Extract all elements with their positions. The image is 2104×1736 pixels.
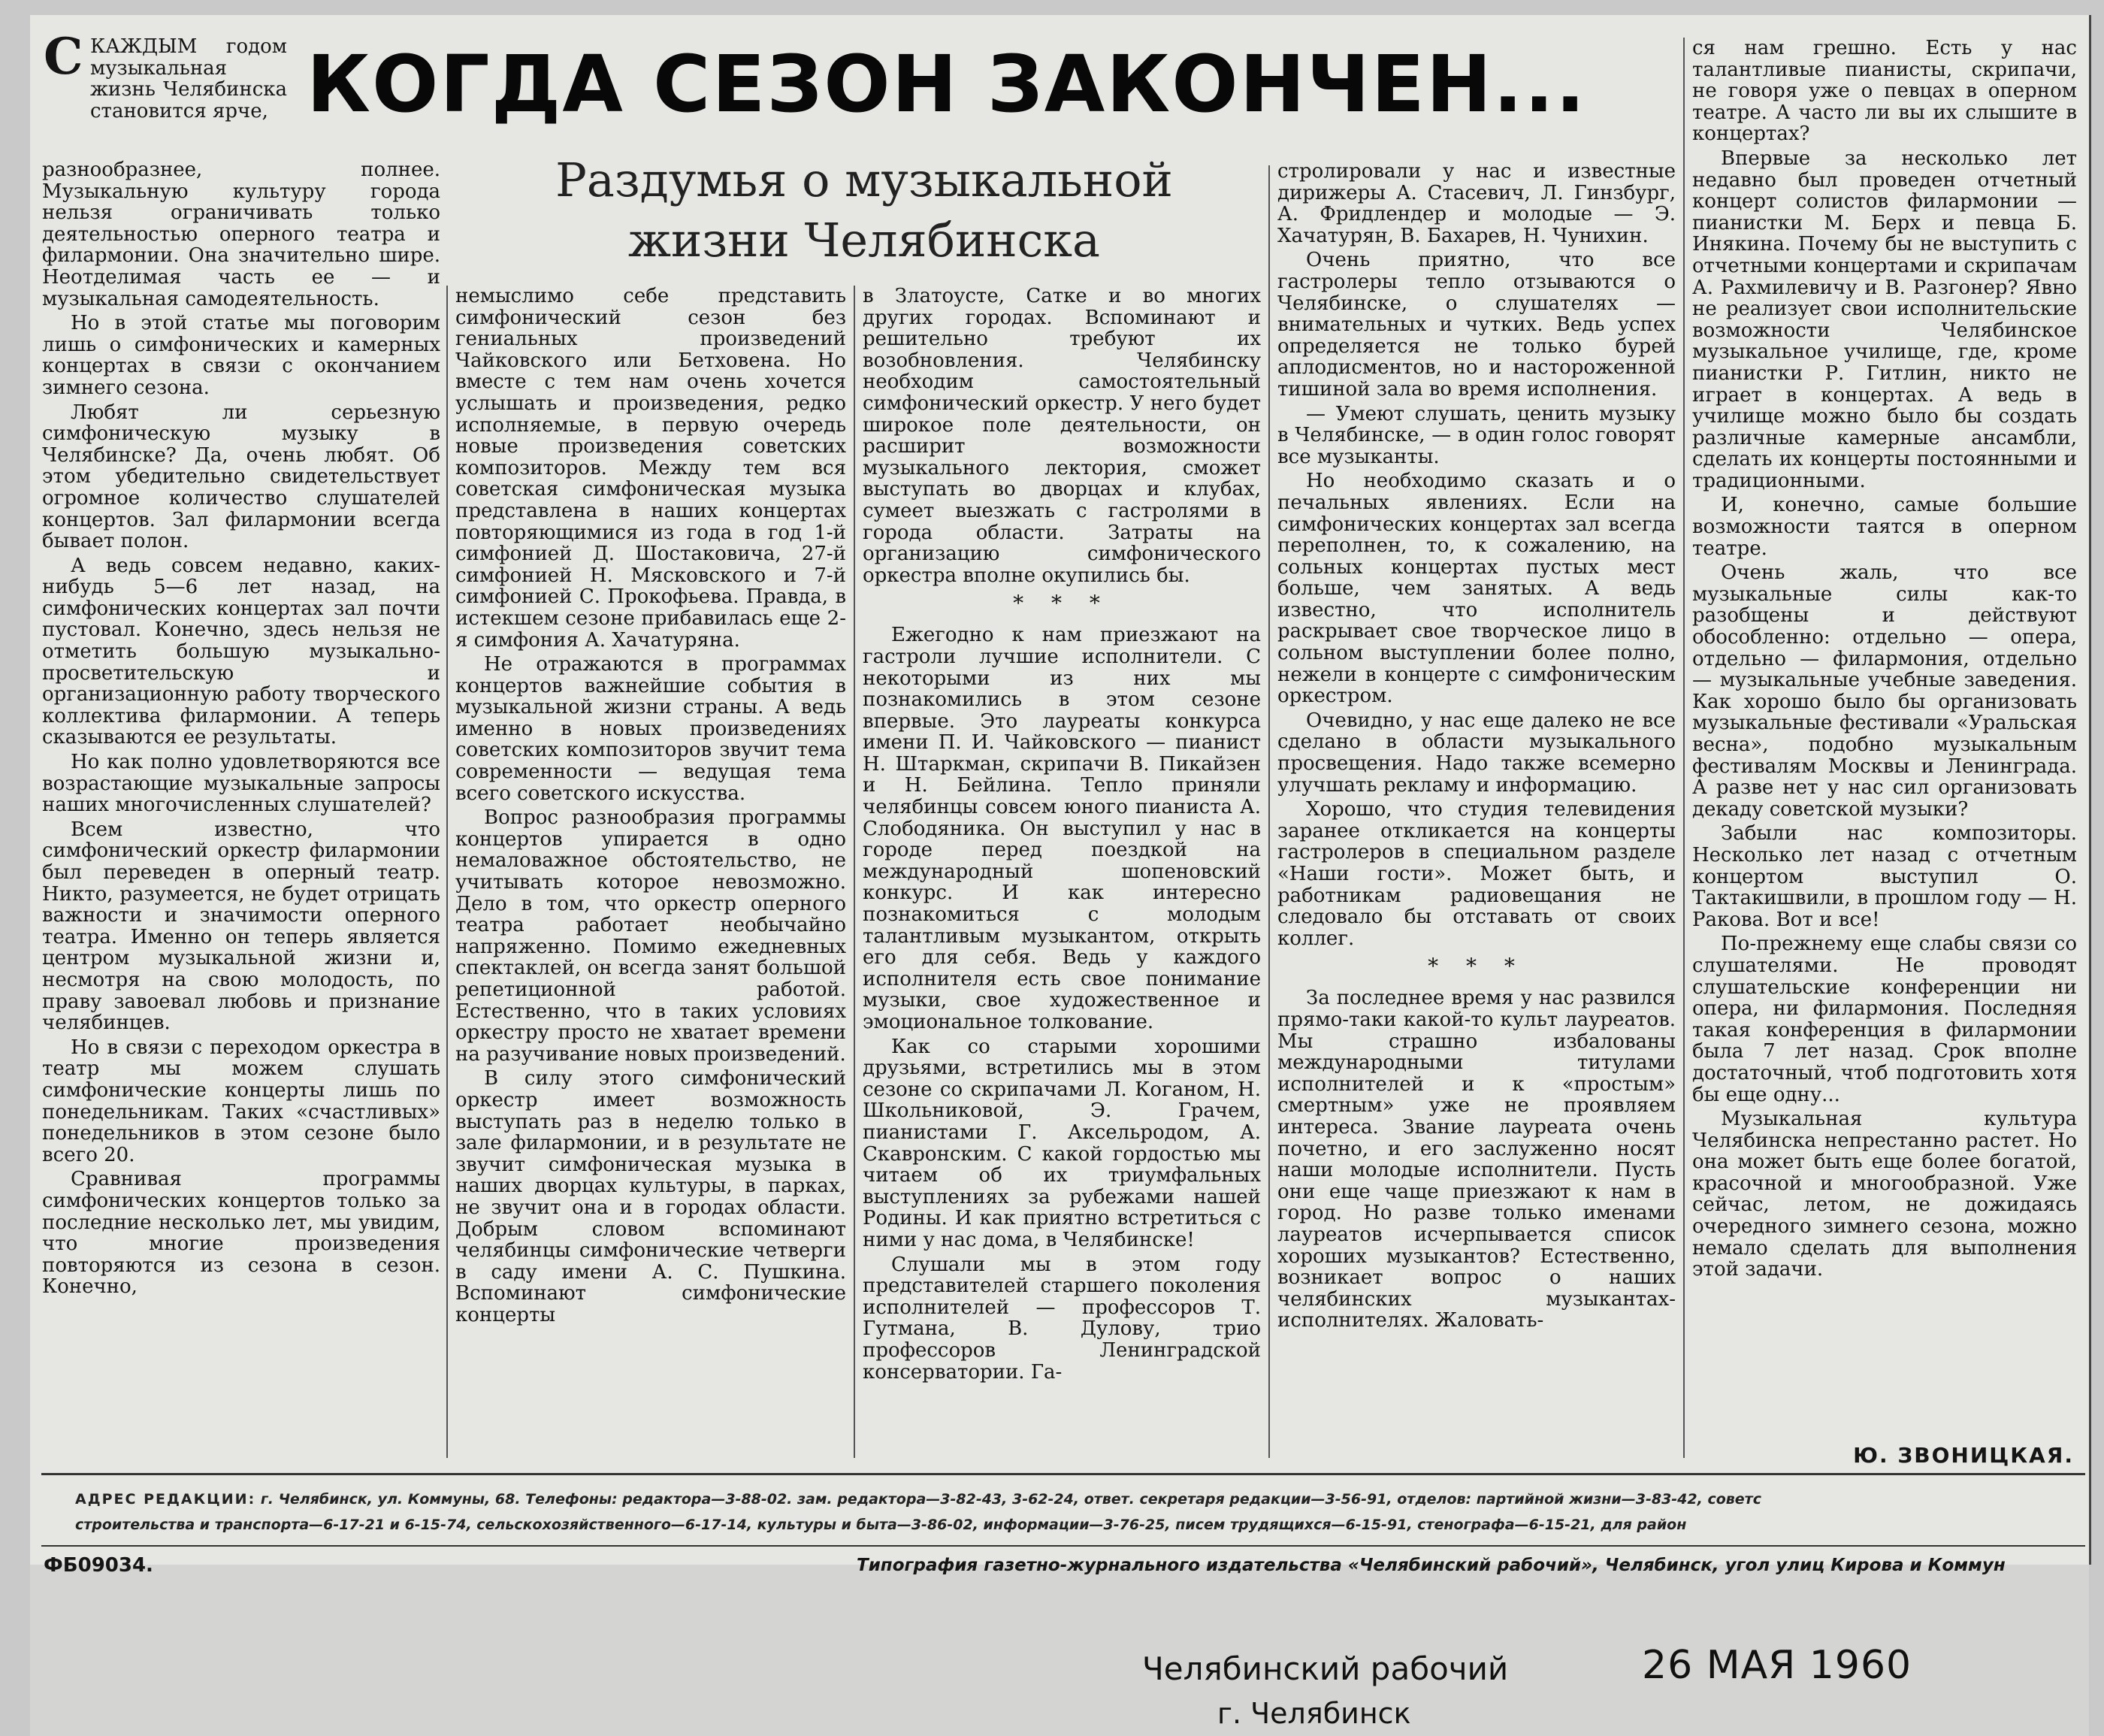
col4-paragraph-5: Хорошо, что студия телевидения заранее откликается на концерты гастролеров в специальном разделе «Наши гости». Может быть, и работникам радиовещания не следовало бы отставать от своих коллег. (1277, 798, 1676, 950)
address-line-2: строительства и транспорта—6-17-21 и 6-15-74, сельскохозяйственного—6-17-14, культуры и быта—3-86-02, информации—3-76-25, писем трудящихся—6-15-91, стенографа—6-15-21, для район (75, 1517, 1687, 1533)
col1-paragraph-7: Сравнивая программы симфонических концертов только за последние несколько лет, мы увидим, что многие произведения повторяются из сезона в сезон. Конечно, (42, 1168, 440, 1299)
column-rule (1268, 165, 1270, 1458)
address-label: АДРЕС РЕДАКЦИИ: (75, 1491, 256, 1508)
col2-paragraph-0: немыслимо себе представить симфонический сезон без гениальных произведений Чайковского или Бетховена. Но вместе с тем нам очень хочется услышать и произведения, редко исполняемые, в первую очередь новые произведения советских композиторов. Между тем вся советская симфоническая музыка представлена в наших концертах повторяющимися из года в год 1-й симфонией Д. Шостаковича, 27-й симфонией Н. Мясковского и 7-й симфонией С. Прокофьева. Правда, в истекшем сезоне прибавилась еще 2-я симфония А. Хачатуряна. (455, 286, 846, 652)
stamp-newspaper-name: Челябинский рабочий (1142, 1650, 1509, 1687)
col4-paragraph-1: Очень приятно, что все гастролеры тепло отзываются о Челябинске, о слушателях — внимательных и чутких. Ведь успех определяется не только бурей аплодисментов, но и настороженной тишиной зала во время исполнения. (1277, 249, 1676, 401)
col2-paragraph-1: Не отражаются в программах концертов важнейшие события в музыкальной жизни страны. А ведь именно в новых произведениях советских композиторов звучит тема современности — ведущая тема всего советского искусства. (455, 653, 846, 805)
col4-paragraph-3: Но необходимо сказать и о печальных явлениях. Если на симфонических концертах зал всегда переполнен, то, к сожалению, на сольных концертах пустых мест больше, чем занятых. А ведь известно, что исполнитель раскрывает свое творческое лицо в сольном выступлении более полно, нежели в концерте с симфоническим оркестром. (1277, 470, 1676, 708)
col1-intro-text: КАЖДЫМ годом музыкальная жизнь Челябинска становится ярче, (90, 36, 287, 122)
col3-paragraph-0: в Златоусте, Сатке и во многих других городах. Вспоминают и решительно требуют их возобновления. Челябинску необходим самостоятельный симфонический оркестр. У него будет широкое поле деятельности, он расширит возможности музыкального лектория, сможет выступать во дворцах и клубах, сумеет выезжать с гастролями в города области. Затраты на организацию симфонического оркестра вполне окупились бы. (863, 286, 1261, 587)
address-line-1 (75, 1486, 2089, 1512)
col1-paragraph-6: Но в связи с переходом оркестра в театр мы можем слушать симфонические концерты лишь по понедельникам. Таких «счастливых» понедельников в этом сезоне было всего 20. (42, 1036, 440, 1166)
divider (41, 1545, 2085, 1547)
address-text-1: г. Челябинск, ул. Коммуны, 68. Телефоны: редактора—3-88-02. зам. редактора—3-82-43, 3-62-24, ответ. секретаря редакции—3-56-91, отделов: партийной жизни—3-83-42, советс (260, 1491, 1761, 1508)
article-author: Ю. ЗВОНИЦКАЯ. (1853, 1443, 2074, 1468)
col1-paragraph-3: А ведь совсем недавно, каких-нибудь 5—6 лет назад, на симфонических концертах зал почти пустовал. Конечно, здесь нельзя не отметить большую музыкально-просветительскую и организационную работу творческого коллектива филармонии. А теперь сказываются ее результаты. (42, 554, 440, 749)
article-subtitle (488, 150, 1240, 271)
column-1 (42, 159, 440, 1467)
col1-paragraph-5: Всем известно, что симфонический оркестр филармонии был переведен в оперный театр. Никто, разумеется, не будет отрицать важности и значимости оперного театра. Именно он теперь является центром музыкальной жизни и, несмотря на свою молодость, по праву завоевал любовь и признание челябинцев. (42, 818, 440, 1035)
col3-paragraph-2: Как со старыми хорошими друзьями, встретились мы в этом сезоне со скрипачами Л. Коганом, Н. Школьниковой, Э. Грачем, пианистами Г. Аксельродом, А. Скавронским. С какой гордостью мы читаем об их триумфальных выступлениях за рубежами нашей Родины. И как приятно встретиться с ними у нас дома, в Челябинске! (863, 1035, 1261, 1251)
col5-paragraph-4: Забыли нас композиторы. Несколько лет назад с отчетным концертом выступил О. Тактакишвили, в прошлом году — Н. Ракова. Вот и все! (1692, 822, 2077, 931)
section-divider: * * * (1013, 591, 1111, 616)
col5-paragraph-0: ся нам грешно. Есть у нас талантливые пианисты, скрипачи, не говоря уже о певцах в оперном театре. А часто ли вы их слышите в концертах? (1692, 38, 2077, 146)
stamp-city: г. Челябинск (1217, 1697, 1411, 1730)
col4-paragraph-2: — Умеют слушать, ценить музыку в Челябинске, — в один голос говорят все музыканты. (1277, 402, 1676, 468)
column-4 (1277, 161, 1676, 1467)
col1-paragraph-1: Но в этой статье мы поговорим лишь о симфонических и камерных концертах в связи с окончанием зимнего сезона. (42, 312, 440, 399)
col3-paragraph-3: Слушали мы в этом году представителей старшего поколения исполнителей — профессоров Т. Гутмана, В. Дулову, трио профессоров Ленинградской консерватории. Га- (863, 1253, 1261, 1384)
divider (41, 1473, 2085, 1475)
drop-cap: С (44, 27, 83, 86)
col2-paragraph-3: В силу этого симфонический оркестр имеет возможность выступать раз в неделю только в зале филармонии, и в результате не звучит симфоническая музыка в наших дворцах культуры, в парках, не звучит она и в городах области. Добрым словом вспоминают челябинцы симфонические четверги в саду имени А. С. Пушкина. Вспоминают симфонические концерты (455, 1067, 846, 1326)
subtitle-line-1: Раздумья о музыкальной (555, 153, 1173, 207)
column-rule (1683, 38, 1685, 1458)
column-1-intro (90, 36, 287, 165)
col5-paragraph-2: И, конечно, самые большие возможности таятся в оперном театре. (1692, 494, 2077, 560)
section-divider: * * * (1428, 954, 1525, 979)
column-3 (863, 286, 1261, 1467)
col2-paragraph-2: Вопрос разнообразия программы концертов упирается в одно немаловажное обстоятельство, не учитывать которое невозможно. Дело в том, что оркестр оперного театра работает необычайно напряженно. Помимо ежедневных спектаклей, он всегда занят большой репетиционной работой. Естественно, что в таких условиях оркестру просто не хватает времени на разучивание новых произведений. (455, 806, 846, 1066)
col5-paragraph-3: Очень жаль, что все музыкальные силы как-то разобщены и действуют обособленно: отдельно — опера, отдельно — филармония, отдельно — музыкальные учебные заведения. Как хорошо было бы организовать музыкальные фестивали «Уральская весна», подобно музыкальным фестивалям Москвы и Ленинграда. А разве нет у нас сил организовать декаду советской музыки? (1692, 561, 2077, 821)
column-5 (1692, 38, 2077, 1437)
column-2 (455, 286, 846, 1467)
col5-paragraph-5: По-прежнему еще слабы связи со слушателями. Не проводят слушательские конференции ни опера, ни филармония. Последняя такая конференция в филармонии была 7 лет назад. Срок вполне достаточный, чтоб подготовить хотя бы еще одну... (1692, 933, 2077, 1106)
subtitle-line-2: жизни Челябинска (627, 213, 1101, 268)
column-rule (854, 286, 855, 1458)
col5-paragraph-1: Впервые за несколько лет недавно был проведен отчетный концерт солистов филармонии — пианистки М. Берх и певца Б. Инякина. Почему бы не выступить с отчетными концертами и скрипачам А. Рахмилевичу и В. Разгонер? Явно не реализует свои исполнительские возможности Челябинское музыкальное училище, где, кроме пианистки Р. Гитлин, никто не играет в концертах. А ведь в училище можно было бы создать различные камерные ансамбли, сделать их концерты постоянными и традиционными. (1692, 147, 2077, 492)
col4-paragraph-0: стролировали у нас и известные дирижеры А. Стасевич, Л. Гинзбург, А. Фридлендер и молодые — Э. Хачатурян, В. Бахарев, Н. Чунихин. (1277, 161, 1676, 247)
article-headline: КОГДА СЕЗОН ЗАКОНЧЕН... (307, 38, 1587, 130)
col4-paragraph-6: За последнее время у нас развился прямо-таки какой-то культ лауреатов. Мы страшно избалованы международными титулами исполнителей и к «простым» смертным» уже не проявляем интереса. Звание лауреата очень почетно, и его заслуженно носят наши молодые исполнители. Пусть они еще чаще приезжают к нам в город. Но разве только именами лауреатов исчерпывается список хороших музыкантов? Естественно, возникает вопрос о наших челябинских музыкантах-исполнителях. Жаловать- (1277, 987, 1676, 1332)
stamp-date: 26 МАЯ 1960 (1642, 1643, 1912, 1688)
col5-paragraph-6: Музыкальная культура Челябинска непрестанно растет. Но она может быть еще более богатой, красочной и многообразной. Уже сейчас, летом, не дожидаясь очередного зимнего сезона, можно немало сделать для выполнения этой задачи. (1692, 1108, 2077, 1281)
col1-paragraph-2: Любят ли серьезную симфоническую музыку в Челябинске? Да, очень любят. Об этом убедительно свидетельствует огромное количество слушателей концертов. Зал филармонии всегда бывает полон. (42, 401, 440, 553)
column-rule (446, 286, 448, 1458)
col3-paragraph-1: Ежегодно к нам приезжают на гастроли лучшие исполнители. С некоторыми из них мы познакомились в этом сезоне впервые. Это лауреаты конкурса имени П. И. Чайковского — пианист Н. Штаркман, скрипачи В. Пикайзен и Н. Бейлина. Тепло приняли челябинцы совсем юного пианиста А. Слободяника. Он выступил у нас в городе перед поездкой на международный шопеновский конкурс. И как интересно познакомиться с молодым талантливым музыкантом, открыть его для себя. Ведь у каждого исполнителя есть свое понимание музыки, свое художественное и эмоциональное толкование. (863, 624, 1261, 1033)
col1-paragraph-4: Но как полно удовлетворяются все возрастающие музыкальные запросы наших многочисленных слушателей? (42, 751, 440, 817)
editorial-address (75, 1486, 2089, 1539)
col4-paragraph-4: Очевидно, у нас еще далеко не все сделано в области музыкального просвещения. Надо также всемерно улучшать рекламу и информацию. (1277, 709, 1676, 797)
order-code: ФБ09034. (44, 1554, 153, 1577)
printer-imprint: Типография газетно-журнального издательства «Челябинский рабочий», Челябинск, угол улиц Кирова и Коммун (857, 1556, 2006, 1575)
col1-paragraph-0: разнообразнее, полнее. Музыкальную культуру города нельзя ограничивать только деятельностью оперного театра и филармонии. Она значительно шире. Неотделимая часть ее — и музыкальная самодеятельность. (42, 159, 440, 310)
